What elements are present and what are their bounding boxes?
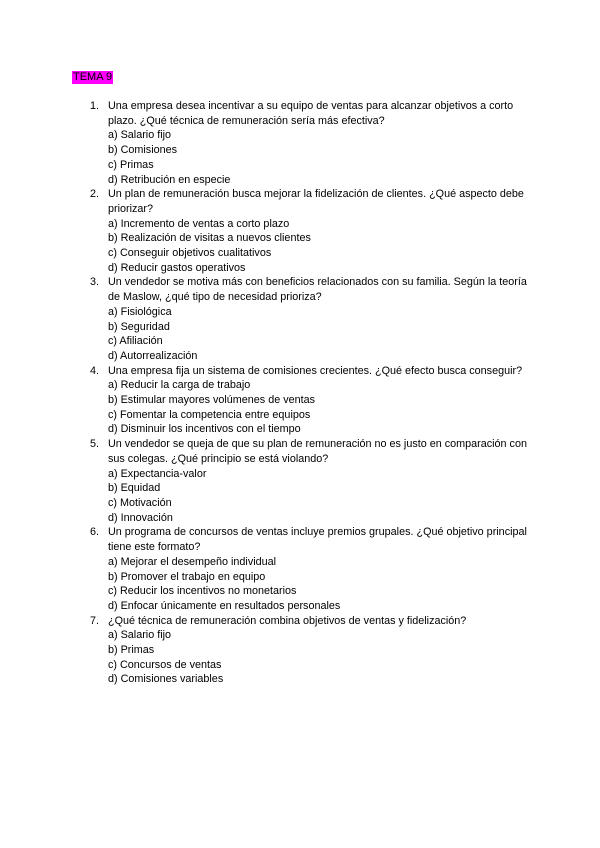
answer-option: b) Equidad	[108, 482, 161, 495]
answer-option: d) Reducir gastos operativos	[108, 261, 246, 274]
answer-option: c) Fomentar la competencia entre equipos	[108, 408, 311, 421]
question-text: Una empresa desea incentivar a su equipo de ventas para alcanzar objetivos a corto plazo. ¿Qué técnica de remuneración sería más efectiva?	[108, 100, 514, 127]
answer-option: c) Afiliación	[108, 335, 163, 348]
answer-option: a) Fisiológica	[108, 305, 172, 318]
answer-option: c) Concursos de ventas	[108, 658, 222, 671]
question-item	[72, 187, 532, 275]
answer-option: b) Estimular mayores volúmenes de ventas	[108, 394, 316, 407]
question-number: 4.	[90, 364, 100, 377]
page-title: TEMA 9	[73, 71, 113, 83]
option-list	[108, 128, 532, 187]
answer-option: a) Salario fijo	[108, 129, 172, 142]
answer-option: a) Reducir la carga de trabajo	[108, 379, 251, 392]
question-text: Un vendedor se queja de que su plan de remuneración no es justo en comparación con sus colegas. ¿Qué principio se está violando?	[108, 438, 527, 465]
question-item	[72, 275, 532, 363]
option-list	[108, 467, 532, 526]
answer-option: a) Incremento de ventas a corto plazo	[108, 217, 290, 230]
question-text: Un vendedor se motiva más con beneficios relacionados con su familia. Según la teoría de Maslow, ¿qué tipo de necesidad prioriza?	[108, 276, 527, 304]
question-number: 5.	[90, 438, 100, 451]
question-item	[72, 614, 532, 688]
answer-option: d) Comisiones variables	[108, 673, 224, 686]
question-number: 3.	[90, 276, 100, 289]
question-text: Un programa de concursos de ventas incluye premios grupales. ¿Qué objetivo principal tiene este formato?	[108, 526, 527, 554]
answer-option: a) Mejorar el desempeño individual	[108, 555, 277, 568]
answer-option: b) Seguridad	[108, 320, 170, 333]
answer-option: c) Reducir los incentivos no monetarios	[108, 585, 297, 598]
option-list	[108, 217, 532, 276]
answer-option: c) Primas	[108, 158, 154, 171]
question-item	[72, 437, 532, 525]
answer-option: a) Salario fijo	[108, 629, 172, 642]
answer-option: b) Comisiones	[108, 144, 178, 157]
answer-option: c) Conseguir objetivos cualitativos	[108, 247, 272, 260]
question-text: Un plan de remuneración busca mejorar la fidelización de clientes. ¿Qué aspecto debe priorizar?	[108, 188, 524, 215]
question-text: Una empresa fija un sistema de comisiones crecientes. ¿Qué efecto busca conseguir?	[108, 364, 523, 377]
option-list	[108, 378, 532, 437]
option-list	[108, 305, 532, 364]
answer-option: d) Innovación	[108, 511, 173, 524]
answer-option: b) Realización de visitas a nuevos clientes	[108, 232, 311, 245]
question-item	[72, 99, 532, 187]
question-number: 7.	[90, 614, 100, 627]
answer-option: c) Motivación	[108, 496, 172, 509]
option-list	[108, 628, 532, 687]
answer-option: d) Enfocar únicamente en resultados personales	[108, 599, 341, 612]
answer-option: d) Autorrealización	[108, 349, 198, 362]
question-number: 2.	[90, 188, 100, 201]
answer-option: d) Retribución en especie	[108, 173, 231, 186]
answer-option: b) Primas	[108, 644, 155, 657]
question-text: ¿Qué técnica de remuneración combina objetivos de ventas y fidelización?	[108, 614, 467, 627]
answer-option: a) Expectancia-valor	[108, 467, 207, 480]
question-item	[72, 364, 532, 438]
option-list	[108, 555, 532, 614]
answer-option: d) Disminuir los incentivos con el tiempo	[108, 423, 301, 436]
question-number: 6.	[90, 526, 100, 539]
answer-option: b) Promover el trabajo en equipo	[108, 570, 266, 583]
question-item	[72, 525, 532, 613]
question-list	[72, 99, 532, 687]
question-number: 1.	[90, 100, 100, 112]
